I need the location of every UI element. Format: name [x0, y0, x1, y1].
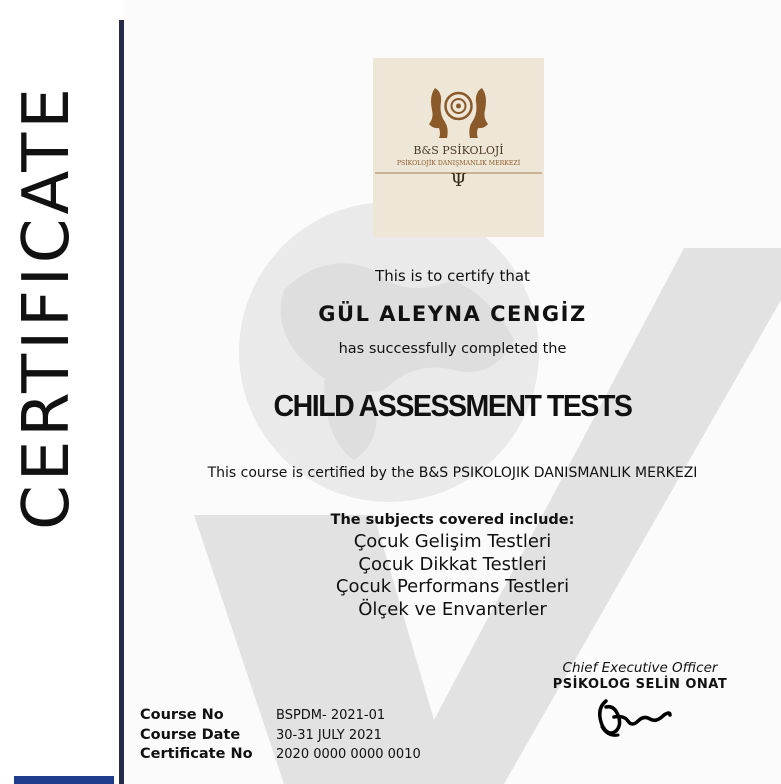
corner-accent-bar [14, 776, 114, 784]
logo-psi-symbol: Ψ [450, 170, 467, 191]
subjects-list [124, 531, 781, 621]
certificate-no-value: 2020 0000 0000 0010 [276, 747, 421, 762]
subject-item: Ölçek ve Envanterler [358, 598, 547, 620]
signatory-block [540, 660, 740, 692]
course-date-value: 30-31 JULY 2021 [276, 727, 382, 743]
course-info-block [140, 706, 421, 765]
subject-item: Çocuk Gelişim Testleri [353, 531, 552, 552]
logo-subtitle-text: PSİKOLOJİK DANIŞMANLIK MERKEZİ [396, 160, 521, 167]
subject-item: Çocuk Dikkat Testleri [358, 553, 547, 575]
course-date-label: Course Date [140, 726, 241, 743]
signatory-title: Chief Executive Officer [562, 660, 718, 676]
course-no-row [140, 706, 421, 726]
certify-intro: This is to certify that [375, 267, 530, 285]
logo-brand-text: B&S PSİKOLOJİ [413, 144, 504, 157]
course-title: CHILD ASSESSMENT TESTS [273, 388, 632, 423]
logo-heads-icon [373, 58, 544, 237]
subjects-heading: The subjects covered include: [330, 512, 575, 528]
signatory-name: PSİKOLOG SELİN ONAT [552, 677, 728, 692]
course-date-row [140, 726, 421, 746]
completion-text: has successfully completed the [338, 341, 567, 357]
recipient-name: GÜL ALEYNA CENGİZ [318, 302, 587, 326]
course-no-value: BSPDM- 2021-01 [276, 708, 386, 723]
side-certificate-title: CERTIFICATE [10, 84, 84, 530]
course-no-label: Course No [140, 707, 224, 723]
certificate-no-label: Certificate No [140, 746, 253, 762]
subject-item: Çocuk Performans Testleri [335, 576, 570, 597]
company-logo [373, 58, 544, 237]
handwritten-signature [592, 695, 677, 743]
certificate-no-row [140, 745, 421, 765]
certification-statement: This course is certified by the B&S PSIKOLOJIK DANISMANLIK MERKEZI [207, 465, 698, 481]
